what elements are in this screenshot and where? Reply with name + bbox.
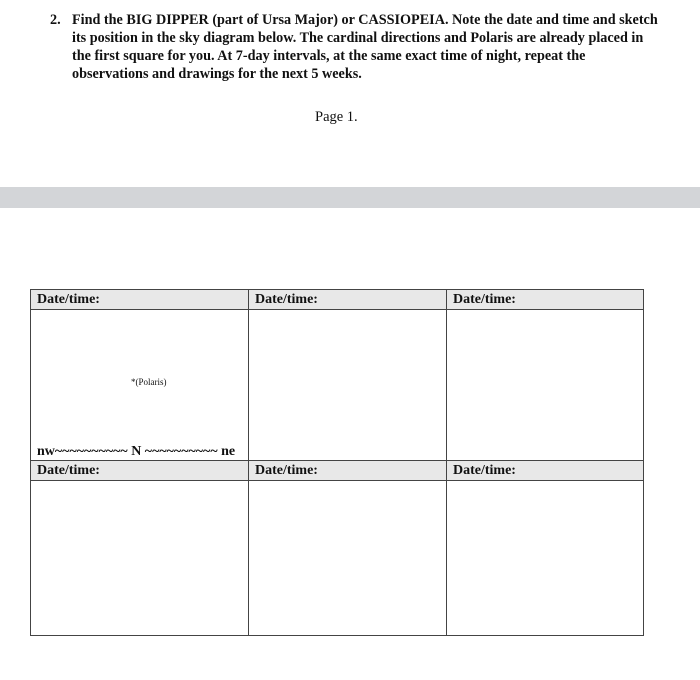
question-number: 2.	[50, 12, 61, 28]
sky-square	[31, 481, 249, 636]
date-time-header: Date/time:	[249, 461, 447, 481]
sky-square	[31, 310, 249, 461]
date-time-header: Date/time:	[31, 290, 249, 310]
cardinal-directions: nw~~~~~~~~~~ N ~~~~~~~~~~ ne	[37, 444, 236, 459]
sky-square	[447, 310, 644, 461]
question-text: Find the BIG DIPPER (part of Ursa Major) or CASSIOPEIA. Note the date and time and sketch its position in the sky diagram below. The cardinal directions and Polaris are already placed in the first square for you. At 7-day intervals, at the same exact time of night, repeat the observations and drawings for the next 5 weeks.	[72, 12, 658, 82]
question	[50, 11, 660, 83]
observation-grid	[30, 289, 644, 636]
date-time-header: Date/time:	[447, 290, 644, 310]
sky-square	[447, 481, 644, 636]
page-label: Page 1.	[315, 109, 358, 125]
polaris-label: *(Polaris)	[131, 377, 167, 387]
page-separator	[0, 187, 700, 208]
date-time-header: Date/time:	[249, 290, 447, 310]
sky-square	[249, 310, 447, 461]
date-time-header: Date/time:	[31, 461, 249, 481]
sky-square	[249, 481, 447, 636]
date-time-header: Date/time:	[447, 461, 644, 481]
